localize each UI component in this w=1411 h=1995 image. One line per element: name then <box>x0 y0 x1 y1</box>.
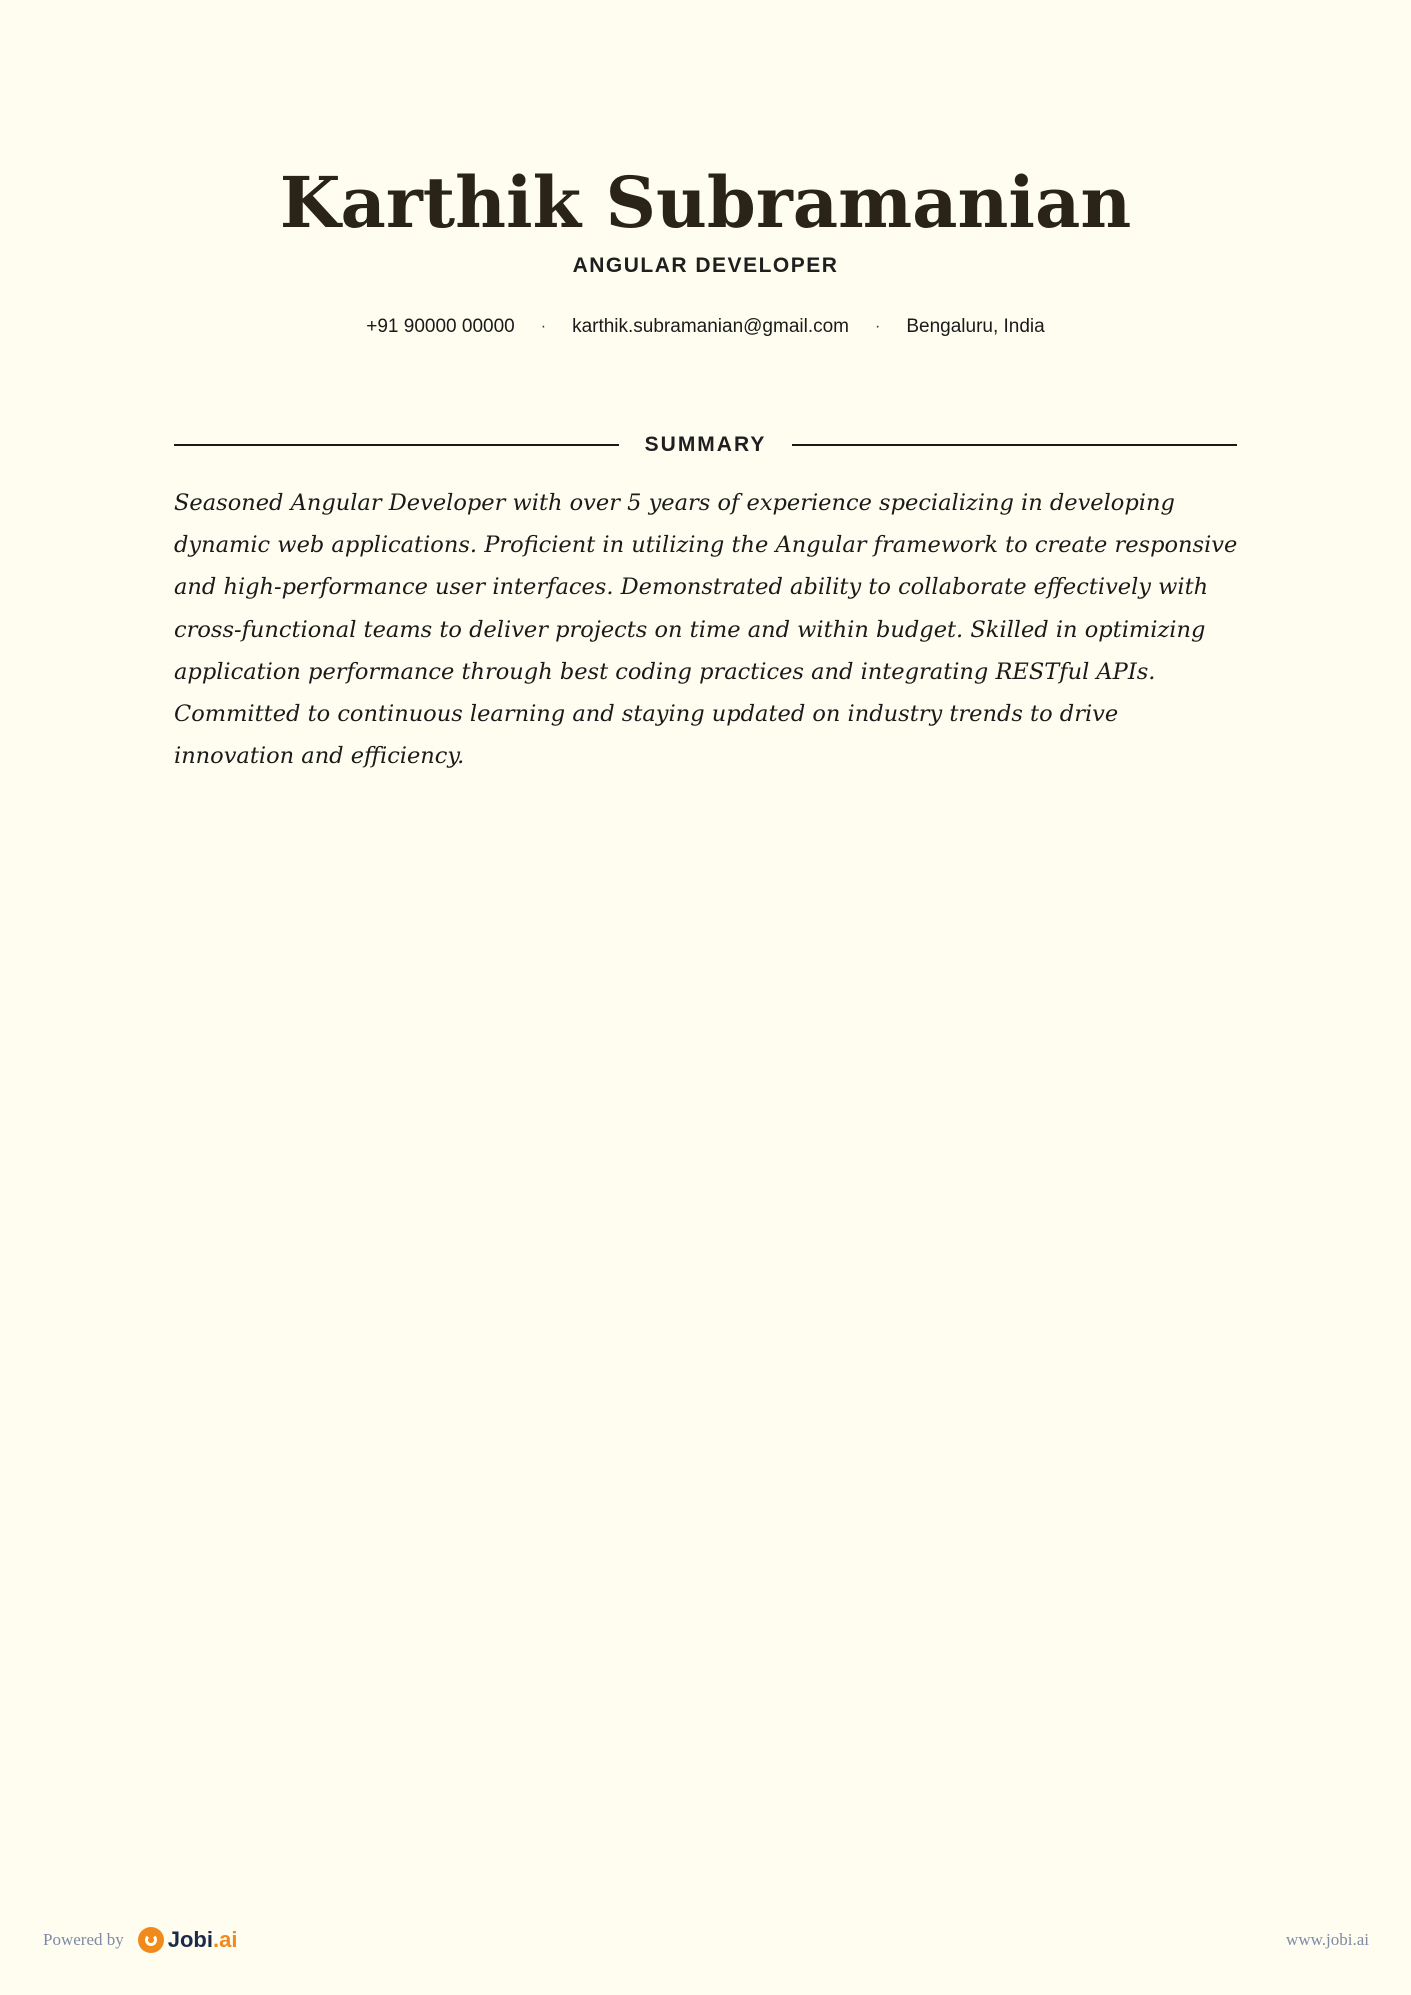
powered-by-badge <box>43 1927 237 1953</box>
brand-suffix: .ai <box>212 1927 238 1952</box>
contact-separator: · <box>875 318 881 335</box>
website-link[interactable]: www.jobi.ai <box>1286 1930 1369 1949</box>
candidate-name: Karthik Subramanian <box>279 161 1132 244</box>
job-title: ANGULAR DEVELOPER <box>572 254 839 277</box>
location: Bengaluru, India <box>906 316 1045 337</box>
brand-logo-text <box>168 1927 238 1953</box>
contact-line <box>0 316 1411 338</box>
email-address: karthik.subramanian@gmail.com <box>572 316 850 337</box>
phone-number: +91 90000 00000 <box>366 316 515 337</box>
contact-separator: · <box>540 318 547 335</box>
brand-name: Jobi <box>167 1927 213 1952</box>
divider-line <box>792 444 1237 446</box>
powered-by-label: Powered by <box>43 1930 124 1949</box>
divider-line <box>174 444 619 446</box>
jobi-logo-icon <box>138 1927 164 1953</box>
summary-section-header <box>174 430 1237 460</box>
summary-text: Seasoned Angular Developer with over 5 years of experience specializing in developing dynamic web applications. Proficient in utilizing the Angular framework to create responsive and high-performance user interfaces. Demonstrated ability to collaborate effectively with cross-functional teams to deliver projects on time and within budget. Skilled in optimizing application performance through best coding practices and integrating RESTful APIs. Committed to continuous learning and staying updated on industry trends to drive innovation and efficiency. <box>174 490 1238 770</box>
summary-heading: SUMMARY <box>644 433 767 456</box>
